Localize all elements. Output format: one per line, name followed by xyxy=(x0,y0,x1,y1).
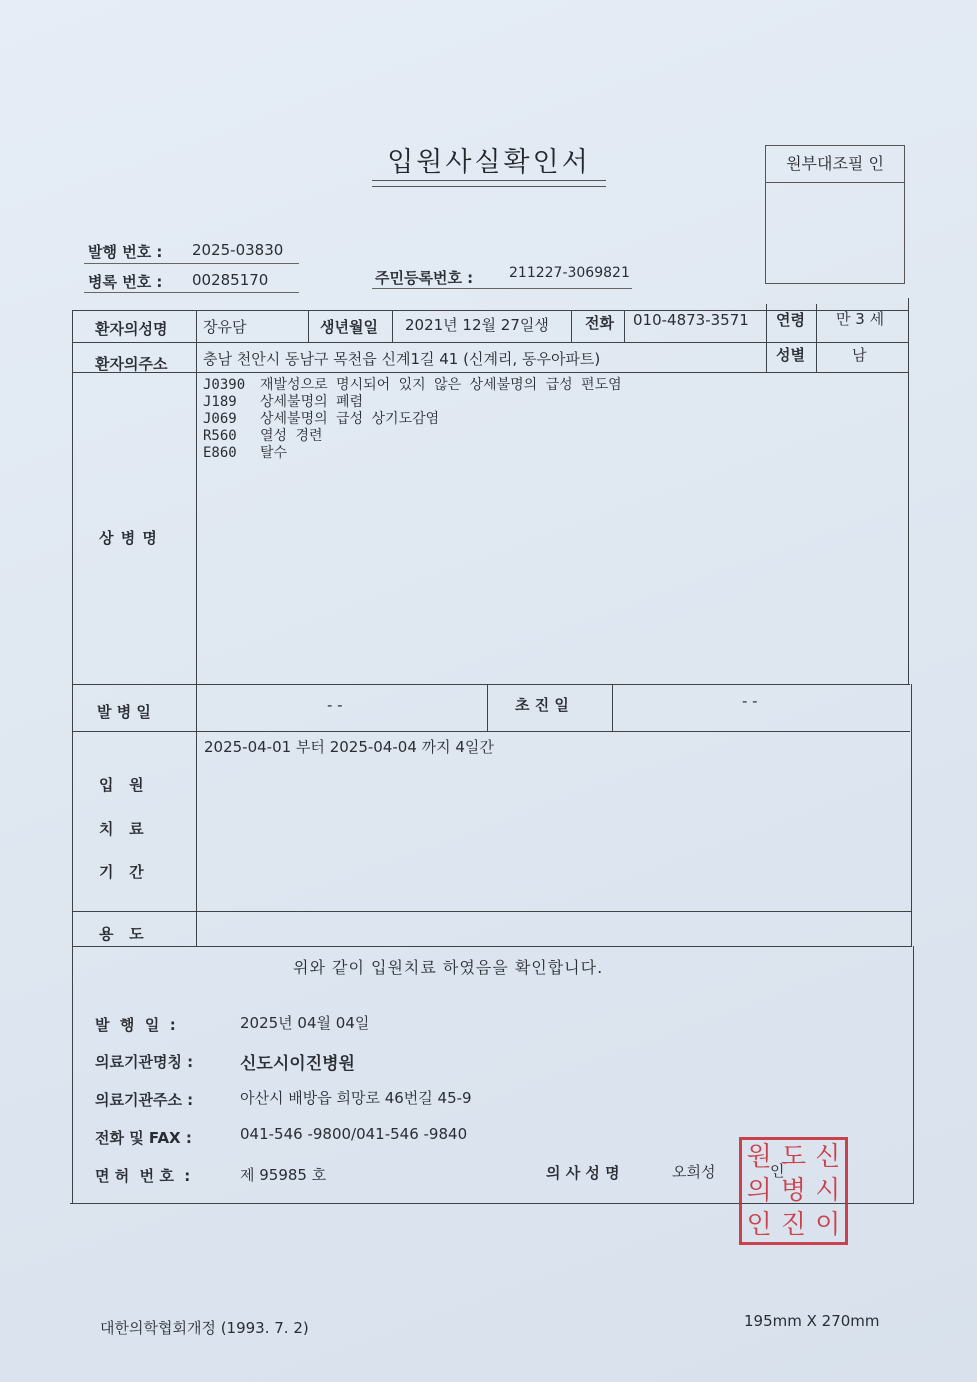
approval-box-label: 원부대조필 인 xyxy=(766,146,904,183)
title-underline-2 xyxy=(372,186,606,187)
diagnosis-code: J189 xyxy=(203,394,237,410)
footer-association: 대한의학협회개정 (1993. 7. 2) xyxy=(100,1319,309,1337)
purpose-label: 용 도 xyxy=(99,925,144,943)
diagnosis-item xyxy=(203,411,622,428)
onset-label: 발 병 일 xyxy=(97,703,151,721)
approval-box xyxy=(765,145,905,284)
hospital-seal-stamp xyxy=(739,1137,848,1245)
birth-date: 2021년 12월 27일생 xyxy=(405,316,549,334)
age-value: 만 3 세 xyxy=(836,310,885,328)
diagnosis-item xyxy=(203,377,622,394)
sex-value: 남 xyxy=(852,346,867,364)
seal-char: 인 xyxy=(746,1210,772,1240)
seal-char: 원 xyxy=(746,1142,772,1172)
table-line xyxy=(487,684,488,731)
diagnosis-name: 상세불명의 폐렴 xyxy=(260,394,364,410)
table-line xyxy=(72,342,908,343)
label-column-line xyxy=(196,310,197,946)
doctor-name: 오희성 xyxy=(672,1163,716,1181)
record-no-underline xyxy=(84,292,299,293)
admission-label-2: 치 료 xyxy=(99,820,144,838)
table-line xyxy=(612,684,613,731)
address-label: 환자의주소 xyxy=(95,355,168,373)
tel-fax: 041-546 -9800/041-546 -9840 xyxy=(240,1125,468,1143)
diagnosis-name: 상세불명의 급성 상기도감염 xyxy=(260,411,440,427)
seal-char: 도 xyxy=(780,1142,807,1172)
resident-no-underline xyxy=(372,288,632,289)
diagnosis-name: 재발성으로 명시되어 있지 않은 상세불명의 급성 편도염 xyxy=(260,377,622,393)
first-visit-label: 초 진 일 xyxy=(515,696,569,714)
diagnosis-name: 열성 경련 xyxy=(260,428,323,444)
seal-char: 의 xyxy=(746,1176,772,1206)
diagnosis-item xyxy=(203,445,622,462)
admission-period: 2025-04-01 부터 2025-04-04 까지 4일간 xyxy=(204,738,494,756)
diagnosis-name: 탈수 xyxy=(260,445,288,461)
confirmation-statement: 위와 같이 입원치료 하였음을 확인합니다. xyxy=(293,958,604,977)
issue-no-underline xyxy=(84,263,299,264)
table-line xyxy=(72,684,910,685)
table-line xyxy=(624,310,625,342)
document-title: 입원사실확인서 xyxy=(387,147,591,178)
first-visit-value: - - xyxy=(742,692,758,710)
seal-char: 신 xyxy=(815,1142,841,1172)
tel-fax-label: 전화 및 FAX : xyxy=(95,1129,192,1147)
diagnosis-item xyxy=(203,428,622,445)
resident-no-label: 주민등록번호 : xyxy=(375,269,474,287)
seal-char: 이 xyxy=(815,1210,841,1240)
table-border-right xyxy=(911,684,912,946)
issue-date-label: 발 행 일 : xyxy=(95,1016,176,1034)
title-underline xyxy=(372,180,606,181)
license-label: 면 허 번 호 : xyxy=(95,1167,191,1185)
table-line xyxy=(72,731,910,732)
issue-date: 2025년 04월 04일 xyxy=(240,1014,370,1032)
table-line xyxy=(816,304,817,372)
institution-label: 의료기관명칭 : xyxy=(95,1053,194,1071)
doctor-label: 의 사 성 명 xyxy=(546,1164,620,1182)
seal-char: 시 xyxy=(815,1176,841,1206)
diagnosis-code: R560 xyxy=(203,428,237,444)
phone-number: 010-4873-3571 xyxy=(633,311,749,329)
admission-label-3: 기 간 xyxy=(99,863,144,881)
diagnosis-item xyxy=(203,394,622,411)
table-line xyxy=(571,310,572,342)
footer-paper-size: 195mm X 270mm xyxy=(744,1312,880,1330)
diagnosis-code: E860 xyxy=(203,445,237,461)
diagnosis-code: J0390 xyxy=(203,377,246,393)
institution-address-label: 의료기관주소 : xyxy=(95,1091,194,1109)
admission-label-1: 입 원 xyxy=(99,776,144,794)
table-line xyxy=(308,310,309,342)
diagnosis-label: 상 병 명 xyxy=(99,529,158,547)
patient-address: 충남 천안시 동남구 목천읍 신계1길 41 (신계리, 동우아파트) xyxy=(203,350,601,368)
table-line xyxy=(72,372,908,373)
sex-label: 성별 xyxy=(776,346,805,364)
institution-address: 아산시 배방읍 희망로 46번길 45-9 xyxy=(240,1089,472,1107)
table-line xyxy=(766,304,767,372)
table-line xyxy=(72,946,912,947)
institution-name: 신도시이진병원 xyxy=(240,1054,355,1074)
diagnosis-code: J069 xyxy=(203,411,237,427)
seal-char: 진 xyxy=(780,1210,807,1240)
issue-no-label: 발행 번호 : xyxy=(88,243,163,261)
age-label: 연령 xyxy=(776,311,805,329)
birth-label: 생년월일 xyxy=(320,318,378,336)
issue-no: 2025-03830 xyxy=(192,241,284,259)
seal-char: 병 xyxy=(780,1176,807,1206)
phone-label: 전화 xyxy=(585,314,614,332)
table-border-right xyxy=(913,946,914,1203)
record-no: 00285170 xyxy=(192,271,269,289)
patient-name: 장유담 xyxy=(203,318,247,336)
resident-no: 211227-3069821 xyxy=(509,265,630,281)
diagnosis-list xyxy=(203,377,622,462)
table-border-left xyxy=(72,310,73,1203)
table-border-right xyxy=(908,298,909,684)
seal-mark: 인 xyxy=(770,1162,785,1180)
table-line xyxy=(72,911,912,912)
table-line xyxy=(392,310,393,342)
patient-name-label: 환자의성명 xyxy=(95,320,168,338)
record-no-label: 병록 번호 : xyxy=(88,273,163,291)
onset-value: - - xyxy=(327,696,343,714)
license-number: 제 95985 호 xyxy=(240,1166,327,1184)
